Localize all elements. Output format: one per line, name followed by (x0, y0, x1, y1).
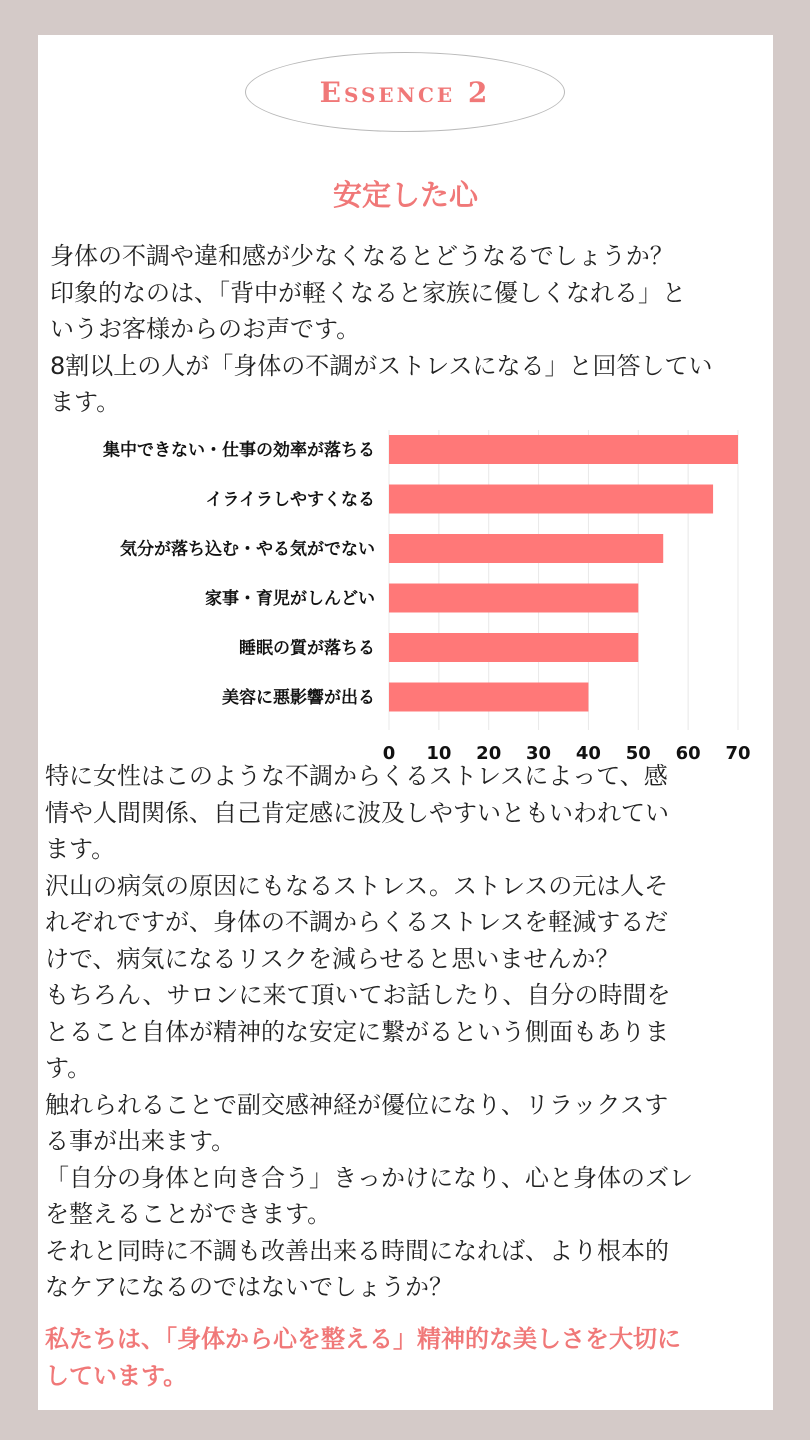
bar (389, 435, 738, 464)
x-tick-label: 70 (725, 743, 751, 764)
x-tick-label: 10 (426, 743, 452, 764)
intro-paragraph: 身体の不調や違和感が少なくなるとどうなるでしょうか？ 印象的なのは、「背中が軽くなると家族に優しくなれる」と いうお客様からのお声です。 8割以上の人が「身体の不調がストレスになる」と回答してい ます。 (50, 242, 713, 416)
essence-badge (245, 52, 565, 132)
x-tick-label: 50 (625, 743, 651, 764)
x-tick-label: 30 (526, 743, 552, 764)
category-label: イライラしやすくなる (205, 490, 375, 510)
x-tick-label: 60 (675, 743, 701, 764)
body-paragraph: 特に女性はこのような不調からくるストレスによって、感 情や人間関係、自己肯定感に波及しやすいともいわれてい ます。 沢山の病気の原因にもなるストレス。ストレスの元は人そ れぞれですが、身体の不調からくるストレスを軽減するだ けで、病気になるリスクを減らせると思いませんか？ もちろん、サロンに来て頂いてお話したり、自分の時間を とること自体が精神的な安定に繋がるという側面もありま す。 触れられることで副交感神経が優位になり、リラックスす る事が出来ます。 「自分の身体と向き合う」きっかけになり、心と身体のズレ を整えることができます。 それと同時に不調も改善出来る時間になれば、より根本的 なケアになるのではないでしょうか？ (45, 762, 693, 1301)
bar (389, 633, 638, 662)
bar (389, 534, 663, 563)
category-label: 家事・育児がしんどい (205, 589, 375, 609)
stress-bar-chart (38, 425, 773, 770)
x-tick-label: 0 (382, 743, 396, 764)
bar (389, 584, 638, 613)
bar (389, 485, 713, 514)
x-tick-label: 40 (575, 743, 601, 764)
category-label: 睡眠の質が落ちる (239, 638, 375, 659)
content-card (38, 35, 773, 1410)
x-tick-label: 20 (476, 743, 502, 764)
section-title: 安定した心 (332, 178, 478, 212)
closing-statement: 私たちは、「身体から心を整える」精神的な美しさを大切に しています。 (45, 1325, 681, 1390)
essence-label: Essence 2 (319, 75, 491, 109)
category-label: 気分が落ち込む・やる気がでない (120, 539, 375, 560)
bar (389, 683, 588, 712)
category-label: 美容に悪影響が出る (222, 688, 375, 708)
category-label: 集中できない・仕事の効率が落ちる (103, 440, 375, 461)
